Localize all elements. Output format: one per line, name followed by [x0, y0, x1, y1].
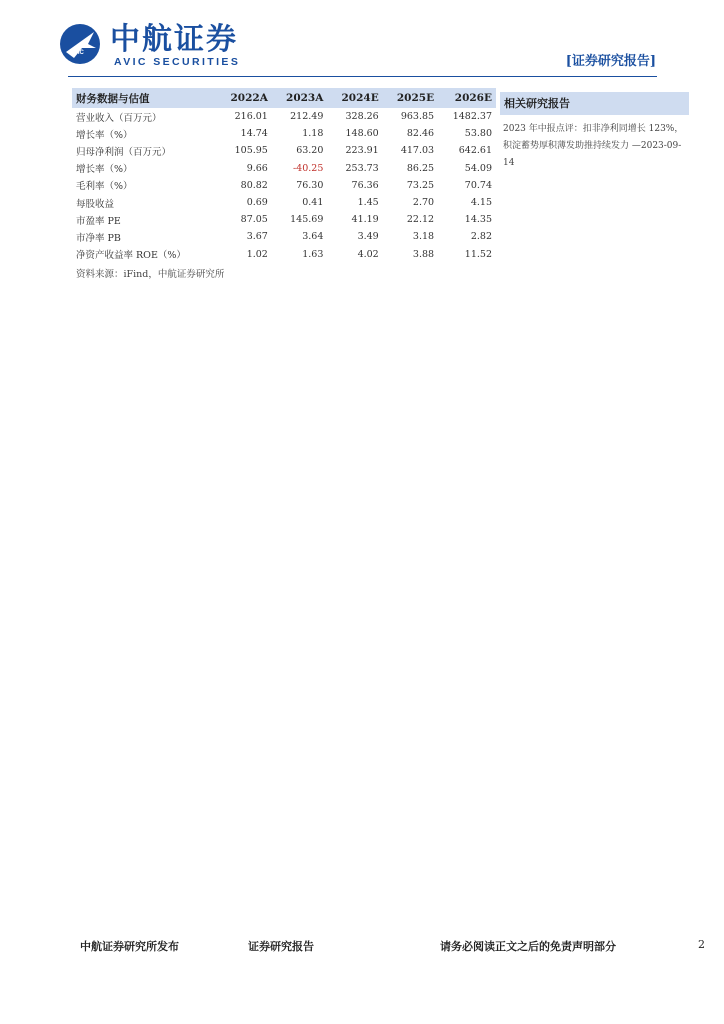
table-cell: 3.67 [246, 231, 268, 243]
table-cell: 963.85 [400, 111, 435, 123]
table-cell: 145.69 [290, 214, 324, 226]
table-cell: 1.45 [357, 197, 379, 209]
header-divider [68, 76, 657, 77]
table-cell: 14.74 [240, 128, 268, 140]
table-row [72, 142, 496, 159]
table-cell: 22.12 [406, 214, 435, 226]
table-cell: 3.88 [412, 248, 435, 260]
table-cell: 0.41 [302, 197, 324, 209]
table-cell: 76.30 [296, 179, 324, 191]
column-header: 2026E [438, 88, 496, 108]
column-header: 2025E [383, 88, 438, 108]
table-cell: 86.25 [406, 162, 435, 174]
table-cell: 2.82 [470, 231, 492, 243]
company-name-en: AVIC SECURITIES [114, 56, 241, 68]
page-number: 2 [698, 938, 705, 951]
row-label: 毛利率（%） [76, 181, 133, 193]
row-label: 市净率 PB [76, 232, 121, 244]
footer-publisher: 中航证券研究所发布 [80, 940, 179, 953]
table-cell: 63.20 [296, 145, 324, 157]
table-row [72, 228, 496, 245]
table-cell: 0.69 [246, 197, 268, 209]
table-cell: 53.80 [464, 128, 492, 140]
row-label: 营业收入（百万元） [76, 112, 162, 124]
table-cell: 3.49 [357, 231, 379, 243]
table-cell: 642.61 [458, 145, 492, 157]
company-name-cn: 中航证券 [110, 22, 238, 57]
table-row [72, 211, 496, 228]
table-cell: 253.73 [345, 162, 379, 174]
column-header: 2022A [216, 88, 272, 108]
table-cell: 4.15 [470, 197, 492, 209]
table-cell: 11.52 [464, 248, 492, 260]
table-cell: 417.03 [400, 145, 435, 157]
table-cell: 9.66 [246, 162, 268, 174]
table-cell: 54.09 [464, 162, 492, 174]
table-cell-negative: -40.25 [292, 162, 324, 174]
table-cell: 328.26 [345, 111, 379, 123]
related-report-link[interactable]: 2023 年中报点评：扣非净利同增长 123%，积淀蓄势厚积薄发助推持续发力 —2023-09-14 [503, 124, 684, 168]
table-cell: 148.60 [345, 128, 379, 140]
table-cell: 87.05 [240, 214, 268, 226]
svg-text:AVIC: AVIC [70, 50, 84, 56]
table-header-row [72, 88, 496, 108]
page-footer [0, 938, 724, 958]
table-cell: 223.91 [345, 145, 379, 157]
table-cell: 105.95 [234, 145, 268, 157]
table-row [72, 160, 496, 177]
financial-data-table [72, 88, 496, 263]
report-type-label: [证券研究报告] [565, 54, 656, 69]
table-cell: 41.19 [351, 214, 379, 226]
column-header: 2024E [327, 88, 382, 108]
table-cell: 14.35 [464, 214, 492, 226]
table-cell: 212.49 [290, 111, 324, 123]
row-label: 增长率（%） [76, 164, 133, 176]
table-cell: 82.46 [406, 128, 435, 140]
table-cell: 1.18 [302, 128, 324, 140]
avic-aircraft-logo-icon [58, 22, 102, 66]
table-row [72, 125, 496, 142]
table-row [72, 108, 496, 125]
column-header: 财务数据与估值 [72, 88, 216, 108]
row-label: 净资产收益率 ROE（%） [76, 250, 186, 262]
related-research-title: 相关研究报告 [500, 92, 689, 115]
column-header: 2023A [272, 88, 328, 108]
company-logo [58, 22, 248, 70]
table-cell: 3.64 [302, 231, 324, 243]
row-label: 每股收益 [76, 198, 115, 210]
table-cell: 1482.37 [452, 111, 492, 123]
table-cell: 76.36 [351, 179, 379, 191]
table-cell: 1.02 [246, 248, 268, 260]
table-row [72, 194, 496, 211]
table-cell: 2.70 [412, 197, 435, 209]
table-cell: 73.25 [406, 179, 435, 191]
table-cell: 1.63 [302, 248, 324, 260]
row-label: 市盈率 PE [76, 215, 121, 227]
table-row [72, 177, 496, 194]
table-cell: 80.82 [240, 179, 268, 191]
data-source-note: 资料来源：iFind，中航证券研究所 [76, 269, 225, 280]
table-cell: 70.74 [464, 179, 492, 191]
row-label: 归母净利润（百万元） [76, 146, 172, 158]
table-row [72, 246, 496, 263]
footer-report-type: 证券研究报告 [248, 940, 314, 953]
related-research-panel [500, 92, 689, 172]
row-label: 增长率（%） [76, 129, 133, 141]
table-cell: 4.02 [357, 248, 379, 260]
table-cell: 216.01 [234, 111, 268, 123]
table-cell: 3.18 [412, 231, 435, 243]
footer-disclaimer-note: 请务必阅读正文之后的免责声明部分 [440, 940, 616, 953]
